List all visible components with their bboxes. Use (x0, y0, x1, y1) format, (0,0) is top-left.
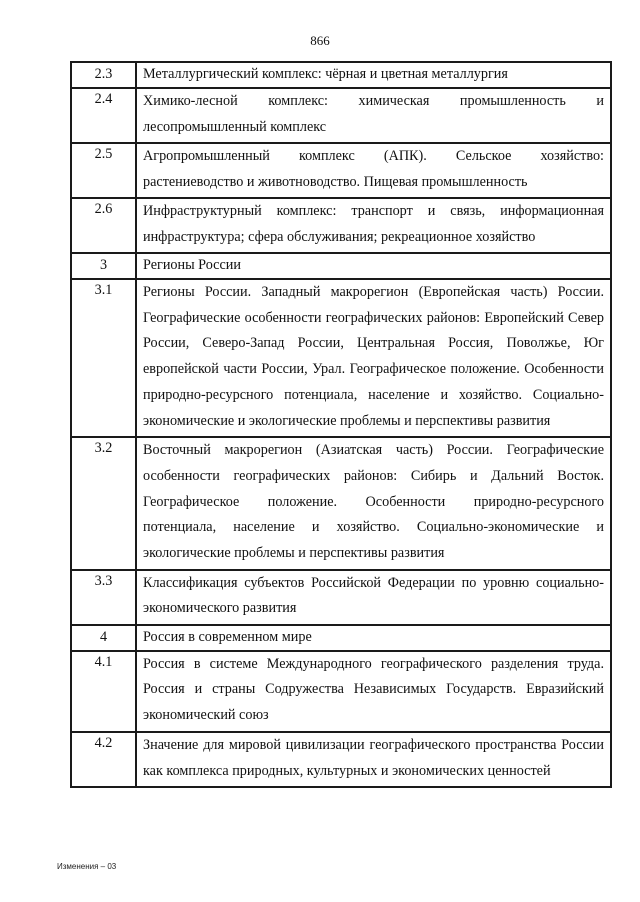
table-row (71, 732, 611, 787)
table-row (71, 62, 611, 88)
table-row (71, 437, 611, 570)
row-text: Восточный макрорегион (Азиатская часть) России. Географические особенности географических районов: Сибирь и Дальний Восток. Географическое положение. Особенности природно-ресурсного потенциала, население и хозяйство. Социально-экономические и экологические проблемы и перспективы развития (136, 437, 611, 570)
table-row (71, 279, 611, 437)
row-text: Россия в современном мире (136, 625, 611, 651)
row-text: Регионы России. Западный макрорегион (Европейская часть) России. Географические особенности географических районов: Европейский Север России, Северо-Запад России, Центральная Россия, Поволжье, Юг европейской части России, Урал. Географическое положение. Особенности природно-ресурсного потенциала, население и хозяйство. Социально-экономические и экологические проблемы и перспективы развития (136, 279, 611, 437)
row-number: 3.1 (71, 279, 136, 437)
row-text: Классификация субъектов Российской Федерации по уровню социально-экономического развития (136, 570, 611, 625)
row-number: 3 (71, 253, 136, 279)
table-row (71, 651, 611, 732)
row-number: 2.3 (71, 62, 136, 88)
row-text: Значение для мировой цивилизации географического пространства России как комплекса природных, культурных и экономических ценностей (136, 732, 611, 787)
row-text: Агропромышленный комплекс (АПК). Сельское хозяйство: растениеводство и животноводство. Пищевая промышленность (136, 143, 611, 198)
row-text: Металлургический комплекс: чёрная и цветная металлургия (136, 62, 611, 88)
table-row (71, 198, 611, 253)
page-number: 866 (310, 33, 330, 48)
row-number: 2.5 (71, 143, 136, 198)
row-number: 2.4 (71, 88, 136, 143)
row-text: Инфраструктурный комплекс: транспорт и связь, информационная инфраструктура; сфера обслуживания; рекреационное хозяйство (136, 198, 611, 253)
table-row (71, 570, 611, 625)
table-row (71, 143, 611, 198)
row-number: 3.2 (71, 437, 136, 570)
footer-revision-note: Изменения – 03 (57, 862, 117, 871)
row-number: 4.1 (71, 651, 136, 732)
row-number: 3.3 (71, 570, 136, 625)
table-row (71, 625, 611, 651)
content-table (70, 61, 612, 788)
row-number: 4.2 (71, 732, 136, 787)
row-text: Химико-лесной комплекс: химическая промышленность и лесопромышленный комплекс (136, 88, 611, 143)
row-text: Регионы России (136, 253, 611, 279)
row-number: 4 (71, 625, 136, 651)
table-row (71, 88, 611, 143)
table-row (71, 253, 611, 279)
row-text: Россия в системе Международного географического разделения труда. Россия и страны Содружества Независимых Государств. Евразийский экономический союз (136, 651, 611, 732)
row-number: 2.6 (71, 198, 136, 253)
